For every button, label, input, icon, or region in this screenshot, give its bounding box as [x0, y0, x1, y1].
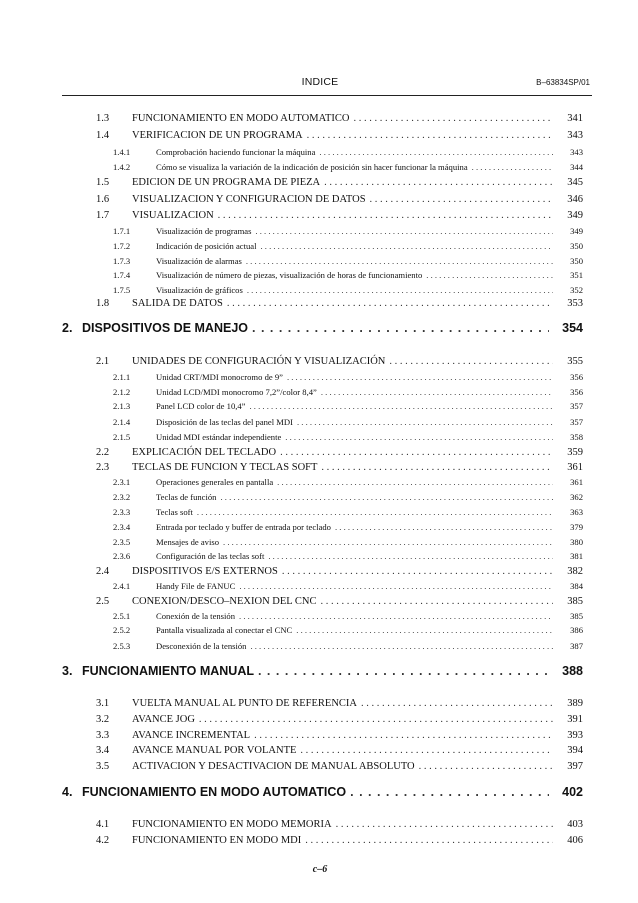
toc-leader-dots	[472, 162, 553, 172]
toc-leader-dots	[426, 270, 553, 280]
toc-entry-page: 352	[570, 285, 583, 295]
toc-leader-dots	[254, 730, 553, 741]
toc-entry-number: 2.5.3	[113, 641, 131, 651]
page-header-title: INDICE	[301, 76, 339, 88]
toc-entry-title: Unidad MDI estándar independiente	[156, 432, 282, 442]
toc-leader-dots	[255, 226, 553, 236]
toc-entry-page: 355	[567, 356, 583, 367]
toc-leader-dots	[239, 611, 553, 621]
toc-entry-number: 2.3	[96, 462, 110, 473]
toc-entry-page: 353	[567, 298, 583, 309]
toc-leader-dots	[321, 462, 553, 473]
toc-entry-number: 1.7.3	[113, 256, 131, 266]
toc-entry[interactable]	[96, 714, 583, 725]
toc-leader-dots	[252, 321, 549, 335]
toc-leader-dots	[260, 241, 553, 251]
toc-entry-page: 344	[570, 162, 583, 172]
toc-entry-title: Comprobación haciendo funcionar la máquina	[156, 147, 316, 157]
toc-entry-number: 3.3	[96, 730, 110, 741]
toc-entry-number: 3.5	[96, 761, 110, 772]
toc-entry-title: Teclas de función	[156, 492, 217, 502]
toc-entry[interactable]	[113, 537, 583, 547]
toc-leader-dots	[336, 819, 553, 830]
toc-leader-dots	[335, 522, 553, 532]
toc-leader-dots	[277, 477, 553, 487]
toc-entry[interactable]	[113, 625, 583, 635]
toc-entry-page: 384	[570, 581, 583, 591]
toc-entry-number: 2.1.3	[113, 401, 131, 411]
toc-leader-dots	[370, 194, 553, 205]
toc-entry-title: TECLAS DE FUNCION Y TECLAS SOFT	[132, 462, 318, 473]
toc-entry-number: 2.4.1	[113, 581, 131, 591]
toc-entry-number: 1.3	[96, 113, 110, 124]
toc-entry-page: 382	[567, 566, 583, 577]
toc-entry-page: 343	[570, 147, 583, 157]
toc-entry-title: Cómo se visualiza la variación de la indicación de posición sin hacer funcionar la máquina	[156, 162, 468, 172]
toc-entry-title: ACTIVACION Y DESACTIVACION DE MANUAL ABSOLUTO	[132, 761, 415, 772]
toc-entry-title: Conexión de la tensión	[156, 611, 236, 621]
toc-entry-title: Unidad CRT/MDI monocromo de 9”	[156, 372, 283, 382]
toc-entry-page: 343	[567, 130, 583, 141]
toc-entry-number: 1.7.4	[113, 270, 131, 280]
toc-entry-title: Configuración de las teclas soft	[156, 551, 265, 561]
toc-leader-dots	[324, 177, 553, 188]
toc-entry-page: 394	[567, 745, 583, 756]
toc-leader-dots	[197, 507, 553, 517]
toc-entry-title: Desconexión de la tensión	[156, 641, 247, 651]
toc-entry[interactable]	[113, 372, 583, 382]
toc-entry[interactable]	[113, 147, 583, 157]
toc-leader-dots	[321, 596, 553, 607]
toc-entry[interactable]	[113, 417, 583, 427]
toc-entry-page: 358	[570, 432, 583, 442]
toc-entry[interactable]	[96, 745, 583, 756]
toc-entry-number: 1.4.1	[113, 147, 131, 157]
toc-entry-number: 3.2	[96, 714, 110, 725]
toc-entry-title: AVANCE JOG	[132, 714, 195, 725]
toc-leader-dots	[280, 447, 553, 458]
toc-entry-number: 2.	[62, 321, 73, 335]
toc-entry-page: 379	[570, 522, 583, 532]
toc-leader-dots	[246, 256, 553, 266]
toc-leader-dots	[282, 566, 553, 577]
toc-entry-page: 356	[570, 372, 583, 382]
toc-entry-page: 357	[570, 417, 583, 427]
toc-leader-dots	[199, 714, 553, 725]
toc-entry[interactable]	[96, 596, 583, 607]
toc-entry-title: DISPOSITIVOS DE MANEJO	[82, 321, 249, 335]
toc-entry-number: 1.7.2	[113, 241, 131, 251]
toc-leader-dots	[285, 432, 553, 442]
toc-entry-page: 349	[567, 210, 583, 221]
toc-entry-page: 387	[570, 641, 583, 651]
toc-entry-title: DISPOSITIVOS E/S EXTERNOS	[132, 566, 278, 577]
toc-chapter-entry[interactable]	[62, 321, 583, 335]
toc-entry-title: Unidad LCD/MDI monocromo 7,2”/color 8,4”	[156, 387, 317, 397]
toc-leader-dots	[350, 785, 549, 799]
toc-entry-title: FUNCIONAMIENTO EN MODO MDI	[132, 835, 302, 846]
toc-entry-page: 361	[570, 477, 583, 487]
toc-leader-dots	[227, 298, 553, 309]
toc-entry-page: 389	[567, 698, 583, 709]
toc-entry[interactable]	[113, 256, 583, 266]
toc-entry-page: 351	[570, 270, 583, 280]
toc-entry-title: Visualización de número de piezas, visualización de horas de funcionamiento	[156, 270, 423, 280]
toc-entry-number: 2.3.3	[113, 507, 131, 517]
toc-entry-page: 363	[570, 507, 583, 517]
toc-chapter-entry[interactable]	[62, 664, 583, 678]
toc-entry-page: 341	[567, 113, 583, 124]
toc-entry[interactable]	[96, 210, 583, 221]
toc-entry-number: 4.	[62, 785, 73, 799]
toc-entry[interactable]	[96, 462, 583, 473]
toc-entry-title: EXPLICACIÓN DEL TECLADO	[132, 447, 277, 458]
toc-entry-number: 2.1.1	[113, 372, 131, 382]
toc-leader-dots	[223, 537, 553, 547]
toc-entry-page: 381	[570, 551, 583, 561]
toc-entry[interactable]	[113, 226, 583, 236]
toc-entry[interactable]	[96, 194, 583, 205]
toc-entry-number: 2.3.4	[113, 522, 131, 532]
toc-entry[interactable]	[113, 162, 583, 172]
toc-leader-dots	[361, 698, 553, 709]
toc-entry-page: 385	[570, 611, 583, 621]
toc-leader-dots	[250, 641, 553, 651]
toc-entry[interactable]	[96, 730, 583, 741]
toc-entry[interactable]	[113, 387, 583, 397]
toc-entry-number: 2.3.1	[113, 477, 131, 487]
toc-entry-title: Visualización de gráficos	[156, 285, 243, 295]
toc-entry-number: 2.5.1	[113, 611, 131, 621]
toc-entry[interactable]	[113, 241, 583, 251]
toc-entry-title: Indicación de posición actual	[156, 241, 257, 251]
toc-entry[interactable]	[113, 641, 583, 651]
document-code: B–63834SP/01	[536, 78, 590, 87]
toc-entry-title: FUNCIONAMIENTO EN MODO MEMORIA	[132, 819, 332, 830]
toc-entry-number: 2.5.2	[113, 625, 131, 635]
toc-entry-number: 1.7	[96, 210, 110, 221]
toc-entry-number: 1.8	[96, 298, 110, 309]
toc-entry-title: Operaciones generales en pantalla	[156, 477, 274, 487]
toc-entry-number: 1.4.2	[113, 162, 131, 172]
toc-entry[interactable]	[96, 761, 583, 772]
toc-entry-page: 403	[567, 819, 583, 830]
toc-entry-number: 4.2	[96, 835, 110, 846]
toc-leader-dots	[287, 372, 553, 382]
toc-entry-title: Panel LCD color de 10,4”	[156, 401, 246, 411]
toc-leader-dots	[258, 664, 549, 678]
toc-entry[interactable]	[113, 285, 583, 295]
toc-entry-title: VUELTA MANUAL AL PUNTO DE REFERENCIA	[132, 698, 358, 709]
toc-entry-page: 402	[562, 785, 583, 799]
toc-entry-page: 388	[562, 664, 583, 678]
toc-entry-page: 350	[570, 241, 583, 251]
toc-chapter-entry[interactable]	[62, 785, 583, 799]
toc-entry-number: 1.7.5	[113, 285, 131, 295]
toc-entry-page: 391	[567, 714, 583, 725]
toc-entry-title: UNIDADES DE CONFIGURACIÓN Y VISUALIZACIÓN	[132, 356, 386, 367]
toc-leader-dots	[296, 625, 553, 635]
toc-entry[interactable]	[113, 581, 583, 591]
toc-entry-number: 2.2	[96, 447, 110, 458]
toc-entry-number: 1.7.1	[113, 226, 131, 236]
toc-entry-title: FUNCIONAMIENTO EN MODO AUTOMATICO	[82, 785, 347, 799]
toc-leader-dots	[419, 761, 553, 772]
toc-entry-page: 359	[567, 447, 583, 458]
toc-entry-number: 2.4	[96, 566, 110, 577]
toc-entry-title: Entrada por teclado y buffer de entrada por teclado	[156, 522, 331, 532]
toc-entry-page: 397	[567, 761, 583, 772]
toc-entry[interactable]	[113, 492, 583, 502]
toc-entry-number: 1.6	[96, 194, 110, 205]
toc-entry-page: 386	[570, 625, 583, 635]
toc-entry-title: Visualización de programas	[156, 226, 252, 236]
toc-entry-page: 380	[570, 537, 583, 547]
toc-entry-title: Handy File de FANUC	[156, 581, 236, 591]
toc-entry-page: 393	[567, 730, 583, 741]
toc-entry-title: Disposición de las teclas del panel MDI	[156, 417, 293, 427]
toc-leader-dots	[268, 551, 553, 561]
toc-leader-dots	[321, 387, 553, 397]
toc-leader-dots	[319, 147, 553, 157]
toc-entry-number: 2.1.5	[113, 432, 131, 442]
toc-leader-dots	[305, 835, 553, 846]
toc-entry[interactable]	[113, 551, 583, 561]
toc-entry-number: 1.4	[96, 130, 110, 141]
toc-entry-number: 2.1	[96, 356, 110, 367]
toc-entry-number: 2.3.6	[113, 551, 131, 561]
toc-entry[interactable]	[96, 819, 583, 830]
toc-leader-dots	[247, 285, 553, 295]
toc-entry-page: 345	[567, 177, 583, 188]
toc-entry-page: 385	[567, 596, 583, 607]
toc-entry-title: Visualización de alarmas	[156, 256, 242, 266]
toc-entry-page: 349	[570, 226, 583, 236]
toc-entry[interactable]	[96, 566, 583, 577]
toc-leader-dots	[300, 745, 553, 756]
toc-entry-number: 2.1.2	[113, 387, 131, 397]
toc-entry[interactable]	[113, 522, 583, 532]
toc-entry-page: 357	[570, 401, 583, 411]
toc-entry-title: AVANCE INCREMENTAL	[132, 730, 251, 741]
toc-leader-dots	[389, 356, 553, 367]
toc-entry-page: 406	[567, 835, 583, 846]
toc-entry-title: SALIDA DE DATOS	[132, 298, 223, 309]
toc-entry-number: 2.3.2	[113, 492, 131, 502]
toc-entry[interactable]	[113, 432, 583, 442]
toc-entry-title: EDICION DE UN PROGRAMA DE PIEZA	[132, 177, 321, 188]
toc-entry[interactable]	[113, 611, 583, 621]
toc-entry-title: Teclas soft	[156, 507, 193, 517]
toc-entry[interactable]	[96, 130, 583, 141]
toc-entry-page: 362	[570, 492, 583, 502]
toc-entry-page: 361	[567, 462, 583, 473]
toc-entry[interactable]	[113, 401, 583, 411]
toc-entry-number: 2.5	[96, 596, 110, 607]
toc-entry-page: 356	[570, 387, 583, 397]
toc-entry[interactable]	[113, 507, 583, 517]
toc-entry-number: 2.3.5	[113, 537, 131, 547]
toc-entry-title: Pantalla visualizada al conectar el CNC	[156, 625, 293, 635]
toc-leader-dots	[307, 130, 553, 141]
toc-leader-dots	[220, 492, 553, 502]
toc-entry-title: FUNCIONAMIENTO MANUAL	[82, 664, 254, 678]
toc-entry[interactable]	[113, 270, 583, 280]
toc-entry-page: 350	[570, 256, 583, 266]
toc-leader-dots	[297, 417, 553, 427]
toc-leader-dots	[239, 581, 553, 591]
toc-entry-title: CONEXION/DESCO–NEXION DEL CNC	[132, 596, 317, 607]
toc-entry-page: 346	[567, 194, 583, 205]
toc-entry-number: 1.5	[96, 177, 110, 188]
toc-entry-title: FUNCIONAMIENTO EN MODO AUTOMATICO	[132, 113, 350, 124]
toc-entry[interactable]	[96, 298, 583, 309]
page-number: c–6	[312, 864, 328, 875]
toc-entry-number: 2.1.4	[113, 417, 131, 427]
toc-entry-title: Mensajes de aviso	[156, 537, 220, 547]
toc-leader-dots	[354, 113, 554, 124]
toc-entry-number: 3.	[62, 664, 73, 678]
toc-entry[interactable]	[96, 113, 583, 124]
toc-entry-title: AVANCE MANUAL POR VOLANTE	[132, 745, 297, 756]
toc-entry-page: 354	[562, 321, 583, 335]
toc-entry-title: VERIFICACION DE UN PROGRAMA	[132, 130, 303, 141]
toc-entry-number: 4.1	[96, 819, 110, 830]
toc-entry[interactable]	[113, 477, 583, 487]
toc-entry-title: VISUALIZACION Y CONFIGURACION DE DATOS	[132, 194, 366, 205]
toc-entry[interactable]	[96, 177, 583, 188]
toc-leader-dots	[218, 210, 553, 221]
toc-entry-number: 3.1	[96, 698, 110, 709]
toc-entry[interactable]	[96, 698, 583, 709]
toc-entry-title: VISUALIZACION	[132, 210, 214, 221]
toc-leader-dots	[250, 401, 554, 411]
toc-entry[interactable]	[96, 835, 583, 846]
toc-entry-number: 3.4	[96, 745, 110, 756]
toc-entry[interactable]	[96, 356, 583, 367]
toc-entry[interactable]	[96, 447, 583, 458]
